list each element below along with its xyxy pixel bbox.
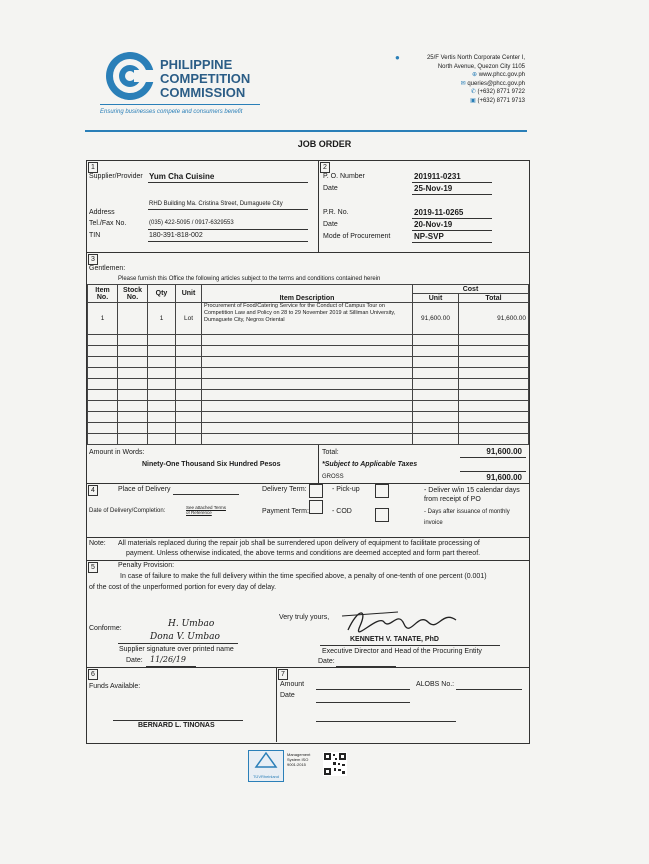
table-row: [88, 434, 529, 445]
phone-icon: ✆: [470, 89, 478, 96]
underline: [316, 689, 410, 690]
address-line2: North Avenue, Quezon City 1105: [437, 63, 525, 70]
col-item-no: Item No.: [88, 285, 118, 303]
po-number: 201911-0231: [414, 172, 461, 181]
mail-icon: ✉: [460, 80, 468, 87]
underline: [412, 230, 492, 231]
supplier-address: RHD Building Ma. Cristina Street, Dumaguete City: [149, 201, 283, 207]
signature-line: [118, 643, 238, 644]
funds-available-label: Funds Available:: [89, 683, 141, 690]
conforme-date: 11/26/19: [150, 655, 186, 664]
phone-2: ▣ (+632) 8771 9713: [470, 97, 525, 104]
penalty-text-1: In case of failure to make the full delivery within the time specified above, a penalty of one-tenth of one percent (0.001): [120, 573, 487, 580]
director-date-label: Date:: [318, 658, 335, 665]
mode-label: Mode of Procurement: [323, 233, 391, 240]
pr-number: 2019-11-0265: [414, 208, 464, 217]
org-name-line1: PHILIPPINE: [160, 57, 233, 72]
delivery-date-value: See attached Terms of Reference: [186, 505, 226, 515]
section-number-3: 3: [88, 254, 98, 265]
table-row: [88, 357, 529, 368]
place-of-delivery-label: Place of Delivery: [118, 486, 171, 493]
items-instruction: Please furnish this Office the following articles subject to the terms and conditions contained herein: [118, 276, 381, 282]
handwritten-signature: H. Umbao: [168, 619, 215, 629]
penalty-text-2: of the cost of the unperformed portion for every day of delay.: [89, 584, 277, 591]
col-total: Total: [459, 294, 529, 303]
underline: [316, 721, 456, 722]
items-table: [87, 284, 529, 445]
management-system-text: Management System ISO 9001:2015: [287, 752, 311, 767]
gross-topline: [460, 471, 526, 472]
amount-words-label: Amount in Words:: [89, 449, 145, 456]
conforme-date-label: Date:: [126, 657, 143, 664]
pickup-checkbox[interactable]: [309, 484, 323, 498]
total-label: Total:: [322, 449, 339, 456]
table-row: [88, 379, 529, 390]
director-position: Executive Director and Head of the Procuring Entity: [322, 648, 482, 655]
phone-1: ✆ (+632) 8771 9722: [470, 89, 525, 96]
row-stock-no: [118, 303, 148, 335]
delivery-term-label: Delivery Term:: [262, 486, 307, 493]
director-line: [320, 645, 500, 646]
org-name-line2: COMPETITION: [160, 71, 251, 86]
qr-code-icon: [323, 752, 347, 776]
org-logo: [104, 50, 156, 102]
funds-officer-name: BERNARD L. TINONAS: [138, 722, 215, 729]
table-row: [88, 368, 529, 379]
total-underline: [460, 457, 526, 458]
fax-icon: ▣: [470, 97, 478, 104]
amount-label: Amount: [280, 681, 305, 688]
note-label: Note:: [89, 540, 106, 547]
document-title: JOB ORDER: [297, 139, 352, 149]
underline: [412, 218, 492, 219]
supplier-signature-caption: Supplier signature over printed name: [119, 646, 234, 653]
section-number-7: 7: [278, 669, 288, 680]
section-rule: [86, 560, 529, 561]
underline: [148, 182, 308, 183]
section-number-4: 4: [88, 485, 98, 496]
pr-number-label: P.R. No.: [323, 209, 349, 216]
table-row: [88, 401, 529, 412]
website: ⊕ www.phcc.gov.ph: [472, 72, 525, 79]
col-qty: Qty: [148, 285, 176, 303]
delivery-date-label: Date of Delivery/Completion:: [89, 508, 166, 514]
cod-checkbox[interactable]: [309, 500, 323, 514]
row-unit-cost: 91,600.00: [413, 303, 459, 335]
closing-text: Very truly yours,: [279, 614, 330, 621]
underline: [412, 242, 492, 243]
underline: [148, 209, 308, 210]
pr-date: 20-Nov-19: [414, 220, 453, 229]
underline: [148, 229, 308, 230]
po-number-label: P. O. Number: [323, 173, 365, 180]
col-unit: Unit: [176, 285, 202, 303]
org-name-line3: COMMISSION: [160, 85, 246, 100]
deliver-checkbox[interactable]: [375, 484, 389, 498]
top-rule: [85, 130, 527, 132]
cod-label: - COD: [332, 508, 352, 515]
table-row: [88, 303, 529, 335]
supplier-tin: 180-391-818-002: [149, 232, 203, 239]
supplier-name: Yum Cha Cuisine: [149, 172, 215, 181]
address-label: Address: [89, 209, 115, 216]
header-rule: [100, 104, 260, 105]
section-rule: [86, 667, 529, 668]
table-row: [88, 423, 529, 434]
section-number-5: 5: [88, 562, 98, 573]
supplier-label: Supplier/Provider: [89, 173, 143, 180]
pr-date-label: Date: [323, 221, 338, 228]
underline: [412, 194, 492, 195]
row-qty: 1: [148, 303, 176, 335]
amount-words: Ninety-One Thousand Six Hundred Pesos: [142, 461, 281, 468]
gross-label: GROSS: [322, 474, 344, 480]
col-description: Item Description: [202, 285, 413, 303]
taxes-note: *Subject to Applicable Taxes: [322, 461, 418, 468]
section-number-2: 2: [320, 162, 330, 173]
table-row: [88, 412, 529, 423]
amount-divider: [318, 445, 319, 483]
director-name: KENNETH V. TANATE, PhD: [350, 636, 439, 643]
funds-line: [113, 720, 243, 721]
table-row: [88, 346, 529, 357]
alobs-label: ALOBS No.:: [416, 681, 455, 688]
section-divider: [318, 160, 319, 252]
row-description: Procurement of Food/Catering Service for the Conduct of Campus Tour on Competition Law and Policy on 28 to 29 November 2019 at Silliman University, Dumaguete City, Negros Oriental: [202, 303, 413, 335]
delivery-term-text: - Deliver w/in 15 calendar days from receipt of PO: [424, 487, 520, 503]
col-stock-no: Stock No.: [118, 285, 148, 303]
gentlemen-label: Gentlemen:: [89, 265, 126, 272]
procurement-mode: NP-SVP: [414, 232, 444, 241]
section-rule: [86, 252, 529, 253]
po-date: 25-Nov-19: [414, 184, 453, 193]
section-number-1: 1: [88, 162, 98, 173]
note-text-2: payment. Unless otherwise indicated, the above terms and conditions are deemed accepted and form part thereof.: [126, 550, 481, 557]
gross-amount: 91,600.00: [486, 473, 522, 482]
underline: [316, 702, 410, 703]
bottom-divider: [276, 667, 277, 742]
total-amount: 91,600.00: [486, 447, 522, 456]
penalty-label: Penalty Provision:: [118, 562, 175, 569]
underline: [148, 241, 308, 242]
conforme-label: Conforme:: [89, 625, 122, 632]
section-rule: [86, 483, 529, 484]
underline: [456, 689, 522, 690]
org-tagline: Ensuring businesses compete and consumers benefit: [100, 109, 243, 115]
supplier-tel: (035) 422-5095 / 0917-6329553: [149, 220, 234, 226]
date-label: Date: [280, 692, 295, 699]
tel-label: Tel./Fax No.: [89, 220, 127, 227]
address-block: [395, 54, 525, 106]
note-text-1: All materials replaced during the repair job shall be surrendered upon delivery of equipment to facilitate processing of: [118, 540, 480, 547]
col-unit-cost: Unit: [413, 294, 459, 303]
col-cost: Cost: [413, 285, 529, 294]
section-rule: [86, 537, 529, 538]
section-number-6: 6: [88, 669, 98, 680]
underline: [173, 494, 239, 495]
table-row: [88, 390, 529, 401]
row-unit: Lot: [176, 303, 202, 335]
days-checkbox[interactable]: [375, 508, 389, 522]
payment-term-text: - Days after issuance of monthly invoice: [424, 509, 510, 526]
address-line1: 25/F Vertis North Corporate Center I,: [426, 55, 525, 61]
globe-icon: ⊕: [472, 72, 479, 79]
tuv-text: TÜVRheinland: [252, 774, 279, 779]
pickup-label: - Pick-up: [332, 486, 360, 493]
table-row: [88, 335, 529, 346]
underline: [412, 182, 492, 183]
director-signature: [338, 604, 468, 636]
payment-term-label: Payment Term:: [262, 508, 309, 515]
email: ✉ queries@phcc.gov.ph: [460, 80, 525, 87]
row-total: 91,600.00: [459, 303, 529, 335]
handwritten-name: Dona V. Umbao: [150, 632, 220, 642]
po-date-label: Date: [323, 185, 338, 192]
row-item-no: 1: [88, 303, 118, 335]
location-icon: ●: [395, 53, 400, 62]
tin-label: TIN: [89, 232, 101, 239]
tuv-certification-logo: [248, 750, 284, 782]
